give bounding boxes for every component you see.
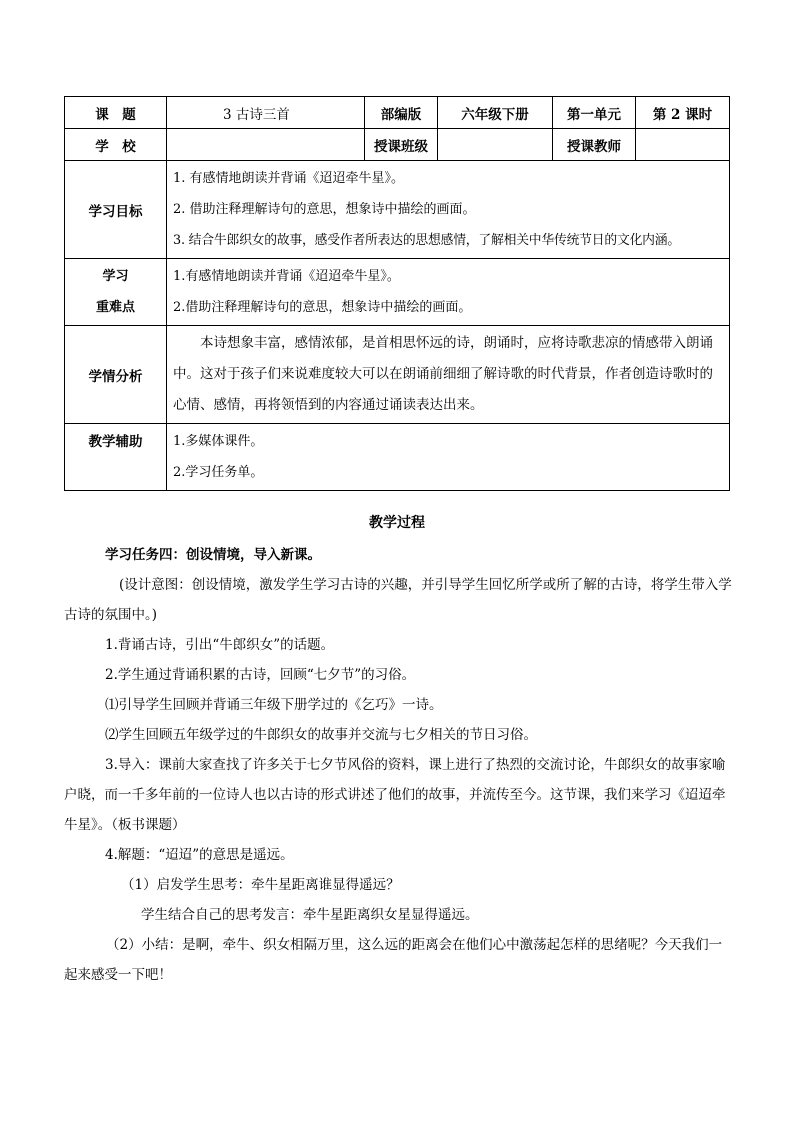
school-value [167,129,365,161]
goals-content [167,161,730,259]
aids-label: 教学辅助 [65,424,167,491]
analysis-text: 本诗想象丰富，感情浓郁，是首相思怀远的诗，朗诵时，应将诗歌悲凉的情感带入朗诵中。这对于孩子们来说难度较大可以在朗诵前细细了解诗歌的时代背景，作者创造诗歌时的心情、感情，再将领悟到的内容通过诵读表达出来。 [173,335,713,413]
process-body [64,540,732,990]
key-points-label-line2: 重难点 [95,300,135,315]
class-value [438,129,553,161]
analysis-label: 学情分析 [65,326,167,424]
school-label: 学 校 [65,129,167,161]
key-points-content [167,259,730,326]
step-4a-answer: 学生结合自己的思考发言：牵牛星距离织女星显得遥远。 [141,907,479,923]
table-row [65,97,730,129]
table-row [65,326,730,424]
step-4a: （1）启发学生思考：牵牛星距离谁显得遥远？ [121,877,400,893]
teacher-value [636,129,730,161]
step-2: 2.学生通过背诵积累的古诗，回顾“七夕节”的习俗。 [105,667,416,683]
key-points-label [65,259,167,326]
task-heading: 学习任务四：创设情境，导入新课。 [105,547,321,563]
aids-content [167,424,730,491]
step-3: 3.导入：课前大家查找了许多关于七夕节风俗的资料，课上进行了热烈的交流讨论，牛郎织女的故事家喻户晓，而一千多年前的一位诗人也以古诗的形式讲述了他们的故事，并流传至今。这节课，我们来学习《迢迢牵牛星》。（板书课题） [64,757,726,833]
unit: 第一单元 [553,97,636,129]
table-row [65,424,730,491]
edition: 部编版 [365,97,438,129]
goal-item: 1. 有感情地朗读并背诵《迢迢牵牛星》。 [173,171,405,186]
class-label: 授课班级 [365,129,438,161]
analysis-content [167,326,730,424]
key-point-item: 1.有感情地朗读并背诵《迢迢牵牛星》。 [173,269,400,284]
step-4: 4.解题：“迢迢”的意思是遥远。 [105,847,294,863]
step-1: 1.背诵古诗，引出“牛郎织女”的话题。 [105,637,335,653]
lesson-info-table [64,96,730,491]
step-4b: （2）小结：是啊，牵牛、织女相隔万里，这么远的距离会在他们心中激荡起怎样的思绪呢？今天我们一起来感受一下吧！ [64,937,723,983]
goals-label: 学习目标 [65,161,167,259]
step-2b: ⑵学生回顾五年级学过的牛郎织女的故事并交流与七夕相关的节日习俗。 [105,727,537,743]
key-point-item: 2.借助注释理解诗句的意思，想象诗中描绘的画面。 [173,300,472,315]
design-note: (设计意图：创设情境，激发学生学习古诗的兴趣，并引导学生回忆所学或所了解的古诗，将学生带入学古诗的氛围中。) [64,577,732,623]
teacher-label: 授课教师 [553,129,636,161]
table-row [65,129,730,161]
key-points-label-line1: 学习 [102,269,129,284]
grade: 六年级下册 [438,97,553,129]
table-row [65,259,730,326]
course-title: 3 古诗三首 [167,97,365,129]
aid-item: 2.学习任务单。 [173,465,264,480]
goal-item: 3. 结合牛郎织女的故事，感受作者所表达的思想感情，了解相关中华传统节日的文化内涵。 [173,233,680,248]
aid-item: 1.多媒体课件。 [173,434,264,449]
table-row [65,161,730,259]
process-title: 教学过程 [369,515,425,531]
step-2a: ⑴引导学生回顾并背诵三年级下册学过的《乞巧》一诗。 [105,697,443,713]
period: 第 2 课时 [636,97,730,129]
course-label: 课 题 [65,97,167,129]
goal-item: 2. 借助注释理解诗句的意思，想象诗中描绘的画面。 [173,202,476,217]
